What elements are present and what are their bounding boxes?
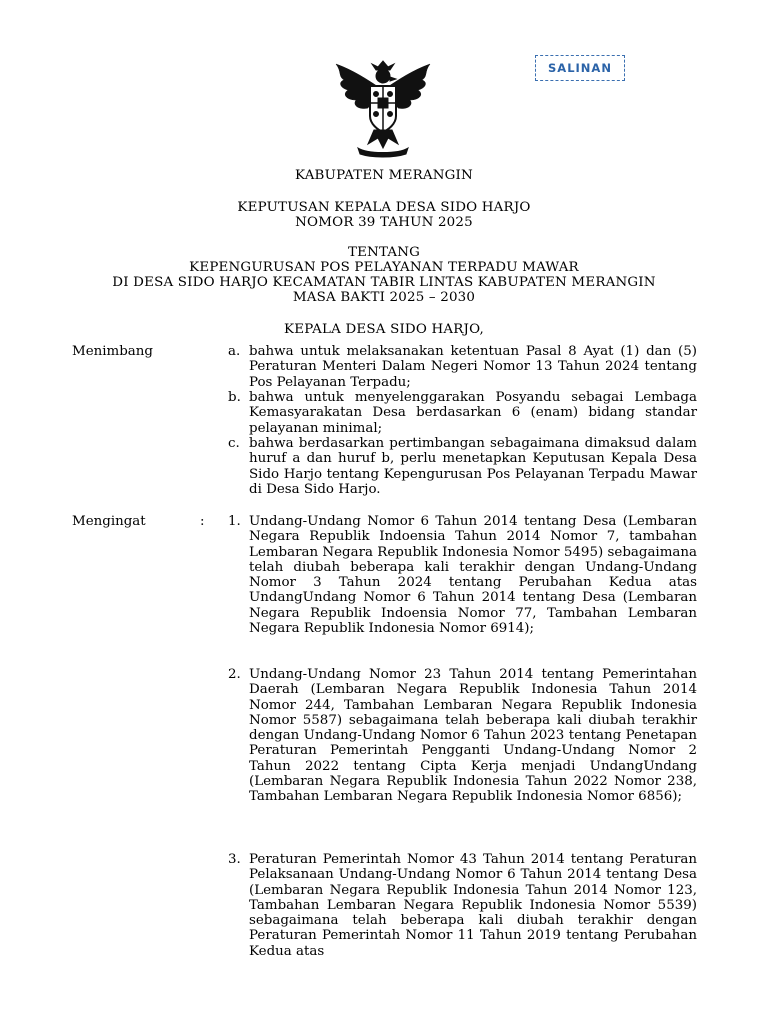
item-mark: c. — [228, 436, 240, 451]
subject-line-2: DI DESA SIDO HARJO KECAMATAN TABIR LINTAS KABUPATEN MERANGIN — [112, 275, 656, 290]
item-text: bahwa untuk melaksanakan ketentuan Pasal 8 Ayat (1) dan (5) Peraturan Menteri Dalam Negeri Nomor 13 Tahun 2024 tentang Pos Pelayanan Terpadu; — [249, 344, 697, 390]
item-mark: 1. — [228, 514, 241, 529]
item-text: bahwa berdasarkan pertimbangan sebagaimana dimaksud dalam huruf a dan huruf b, perlu menetapkan Keputusan Kepala Desa Sido Harjo tentang Kepengurusan Pos Pelayanan Terpadu Mawar di Desa Sido Harjo. — [249, 436, 697, 497]
mengingat-colon: : — [200, 514, 205, 529]
item-text: Undang-Undang Nomor 23 Tahun 2014 tentang Pemerintahan Daerah (Lembaran Negara Republik Indonesia Tahun 2014 Nomor 244, Tambahan Lembaran Negara Republik Indonesia Nomor 5587) sebagaimana telah beberapa kali diubah terakhir dengan Undang-Undang Nomor 6 Tahun 2023 tentang Penetapan Peraturan Pemerintah Pengganti Undang-Undang Nomor 2 Tahun 2022 tentang Cipta Kerja menjadi UndangUndang (Lembaran Negara Republik Indonesia Tahun 2022 Nomor 238, Tambahan Lembaran Negara Republik Indonesia Nomor 6856); — [249, 667, 697, 805]
garuda-emblem-icon — [328, 58, 438, 158]
mengingat-label: Mengingat — [72, 514, 146, 529]
item-text: Undang-Undang Nomor 6 Tahun 2014 tentang Desa (Lembaran Negara Republik Indoensia Tahun 2014 Nomor 7, tambahan Lembaran Negara Republik Indonesia Nomor 5495) sebagaimana telah diubah beberapa kali terakhir dengan Undang-Undang Nomor 3 Tahun 2024 tentang Perubahan Kedua atas UndangUndang Nomor 6 Tahun 2014 tentang Desa (Lembaran Negara Republik Indoensia Nomor 77, Tambahan Lembaran Negara Republik Indonesia Nomor 6914); — [249, 514, 697, 637]
decree-title: KEPUTUSAN KEPALA DESA SIDO HARJO — [237, 200, 531, 215]
item-text: bahwa untuk menyelenggarakan Posyandu sebagai Lembaga Kemasyarakatan Desa berdasarkan 6 (enam) bidang standar pelayanan minimal; — [249, 390, 697, 436]
regency-heading: KABUPATEN MERANGIN — [295, 168, 473, 183]
menimbang-label: Menimbang — [72, 344, 153, 359]
item-text: Peraturan Pemerintah Nomor 43 Tahun 2014 tentang Peraturan Pelaksanaan Undang-Undang Nomor 6 Tahun 2014 tentang Desa (Lembaran Negara Republik Indonesia Tahun 2014 Nomor 123, Tambahan Lembaran Negara Republik Indonesia Nomor 5539) sebagaimana telah beberapa kali diubah terakhir dengan Peraturan Pemerintah Nomor 11 Tahun 2019 tentang Perubahan Kedua atas — [249, 852, 697, 959]
salinan-stamp: SALINAN — [535, 55, 625, 81]
item-mark: 2. — [228, 667, 241, 682]
decree-number: NOMOR 39 TAHUN 2025 — [295, 215, 473, 230]
item-mark: 3. — [228, 852, 241, 867]
about-heading: TENTANG — [347, 245, 421, 260]
item-mark: b. — [228, 390, 241, 405]
subject-line-3: MASA BAKTI 2025 – 2030 — [292, 290, 476, 305]
issuer-heading: KEPALA DESA SIDO HARJO, — [284, 322, 484, 337]
subject-line-1: KEPENGURUSAN POS PELAYANAN TERPADU MAWAR — [189, 260, 579, 275]
item-mark: a. — [228, 344, 241, 359]
